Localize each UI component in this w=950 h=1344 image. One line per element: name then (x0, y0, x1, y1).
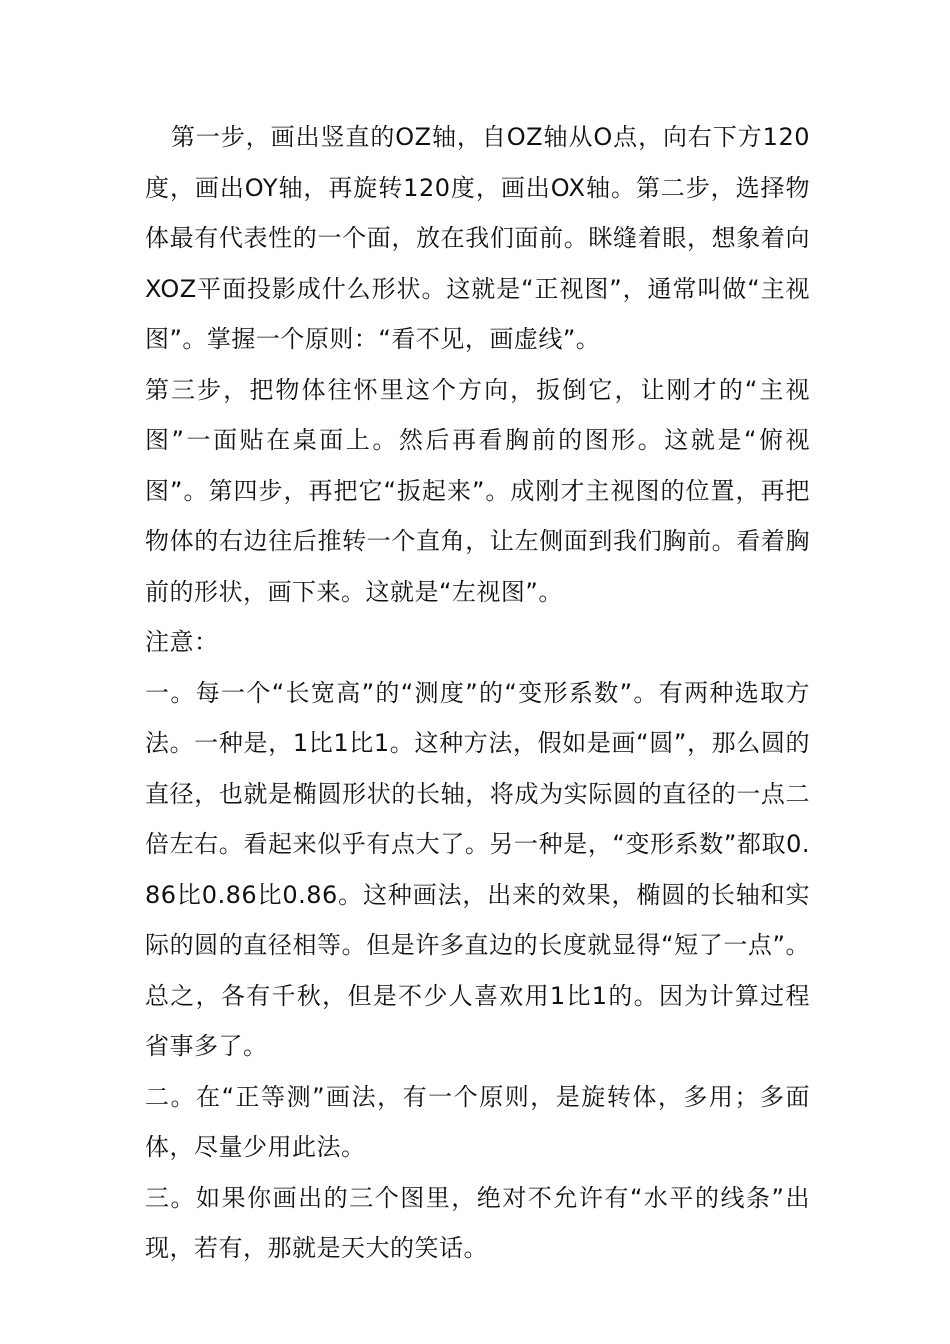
paragraph-note-heading: 注意： (145, 628, 219, 656)
paragraph-steps-1-2: 第一步，画出竖直的OZ轴，自OZ轴从O点，向右下方120度，画出OY轴，再旋转120度，画出OX轴。第二步，选择物体最有代表性的一个面，放在我们面前。眯缝着眼，想象着向XOZ平面投影成什么形状。这就是“正视图”，通常叫做“主视图”。掌握一个原则：“看不见，画虚线”。 (145, 123, 810, 353)
document-body (145, 112, 810, 1274)
paragraph-note-2: 二。在“正等测”画法，有一个原则，是旋转体，多用；多面体，尽量少用此法。 (145, 1082, 810, 1161)
paragraph-note-1: 一。每一个“长宽高”的“测度”的“变形系数”。有两种选取方法。一种是，1比1比1。这种方法，假如是画“圆”，那么圆的直径，也就是椭圆形状的长轴，将成为实际圆的直径的一点二倍左右。看起来似乎有点大了。另一种是，“变形系数”都取0.86比0.86比0.86。这种画法，出来的效果，椭圆的长轴和实际的圆的直径相等。但是许多直边的长度就显得“短了一点”。总之，各有千秋，但是不少人喜欢用1比1的。因为计算过程省事多了。 (145, 678, 810, 1060)
paragraph-steps-3-4: 第三步，把物体往怀里这个方向，扳倒它，让刚才的“主视图”一面贴在桌面上。然后再看胸前的图形。这就是“俯视图”。第四步，再把它“扳起来”。成刚才主视图的位置，再把物体的右边往后推转一个直角，让左侧面到我们胸前。看着胸前的形状，画下来。这就是“左视图”。 (145, 375, 810, 606)
paragraph-note-3: 三。如果你画出的三个图里，绝对不允许有“水平的线条”出现，若有，那就是天大的笑话。 (145, 1183, 810, 1262)
